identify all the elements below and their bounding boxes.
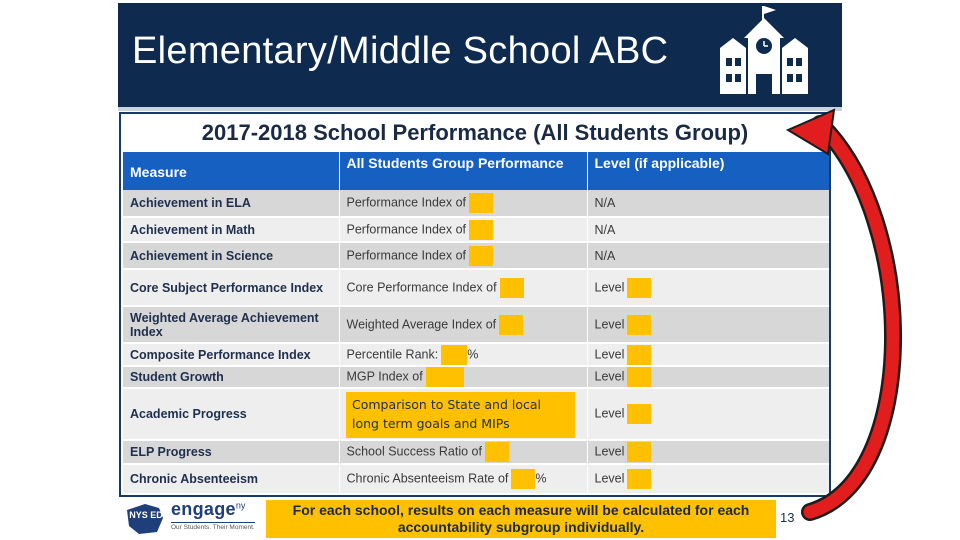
level-blank (627, 278, 651, 298)
value-blank (499, 315, 523, 335)
title-underline (118, 107, 842, 111)
engageny-logo (171, 499, 255, 531)
level-cell: Level (587, 440, 829, 464)
level-cell: Level (587, 343, 829, 366)
table-row (123, 269, 829, 306)
measure-cell: Achievement in Math (123, 217, 339, 242)
value-blank (469, 193, 493, 213)
performance-table (123, 152, 829, 495)
performance-cell: School Success Ratio of (339, 440, 587, 464)
table-header-row (123, 152, 829, 190)
school-building-icon (716, 4, 812, 100)
level-blank (627, 469, 651, 489)
value-blank (469, 220, 493, 240)
value-blank (469, 246, 493, 266)
performance-cell: Chronic Absenteeism Rate of % (339, 464, 587, 494)
header-performance: All Students Group Performance (339, 152, 587, 190)
performance-cell: Performance Index of (339, 242, 587, 269)
page-title: Elementary/Middle School ABC (132, 30, 669, 72)
level-cell: N/A (587, 242, 829, 269)
level-blank (627, 404, 651, 424)
performance-cell: Weighted Average Index of (339, 306, 587, 343)
table-row (123, 190, 829, 217)
nys-ed-logo (125, 502, 165, 536)
header-measure: Measure (123, 152, 339, 190)
table-row (123, 217, 829, 242)
table-row (123, 366, 829, 388)
level-blank (627, 345, 651, 365)
table-row (123, 343, 829, 366)
value-blank (500, 278, 524, 298)
measure-cell: Composite Performance Index (123, 343, 339, 366)
academic-progress-callout: Comparison to State and local long term goals and MIPs (346, 392, 575, 438)
measure-cell: Weighted Average Achievement Index (123, 306, 339, 343)
table-row (123, 306, 829, 343)
measure-cell: Chronic Absenteeism (123, 464, 339, 494)
level-blank (627, 315, 651, 335)
table-row (123, 440, 829, 464)
performance-cell: Core Performance Index of (339, 269, 587, 306)
measure-cell: Student Growth (123, 366, 339, 388)
level-cell: Level (587, 306, 829, 343)
performance-cell: MGP Index of (339, 366, 587, 388)
table-row (123, 242, 829, 269)
value-blank (441, 345, 467, 365)
level-cell: Level (587, 388, 829, 440)
page-number: 13 (780, 510, 795, 525)
value-blank (485, 442, 509, 462)
measure-cell: Achievement in ELA (123, 190, 339, 217)
nys-ed-text: NYS ED (129, 510, 163, 520)
level-cell: Level (587, 366, 829, 388)
bottom-note: For each school, results on each measure will be calculated for each accountability subgroup individually. (266, 500, 776, 538)
level-cell: Level (587, 269, 829, 306)
engage-word: engage (171, 499, 236, 519)
engage-tagline: Our Students. Their Moment. (171, 524, 255, 531)
measure-cell: Core Subject Performance Index (123, 269, 339, 306)
value-blank (426, 367, 464, 387)
performance-cell: Percentile Rank: % (339, 343, 587, 366)
level-blank (627, 442, 651, 462)
value-blank (511, 469, 535, 489)
level-cell: N/A (587, 217, 829, 242)
header-level: Level (if applicable) (587, 152, 829, 190)
measure-cell: ELP Progress (123, 440, 339, 464)
performance-cell: Performance Index of (339, 190, 587, 217)
level-blank (627, 367, 651, 387)
measure-cell: Achievement in Science (123, 242, 339, 269)
level-cell: Level (587, 464, 829, 494)
engage-sup: ny (235, 500, 246, 511)
level-cell: N/A (587, 190, 829, 217)
table-row (123, 464, 829, 494)
measure-cell: Academic Progress (123, 388, 339, 440)
table-title: 2017-2018 School Performance (All Students Group) (121, 114, 829, 152)
performance-cell: Performance Index of (339, 217, 587, 242)
